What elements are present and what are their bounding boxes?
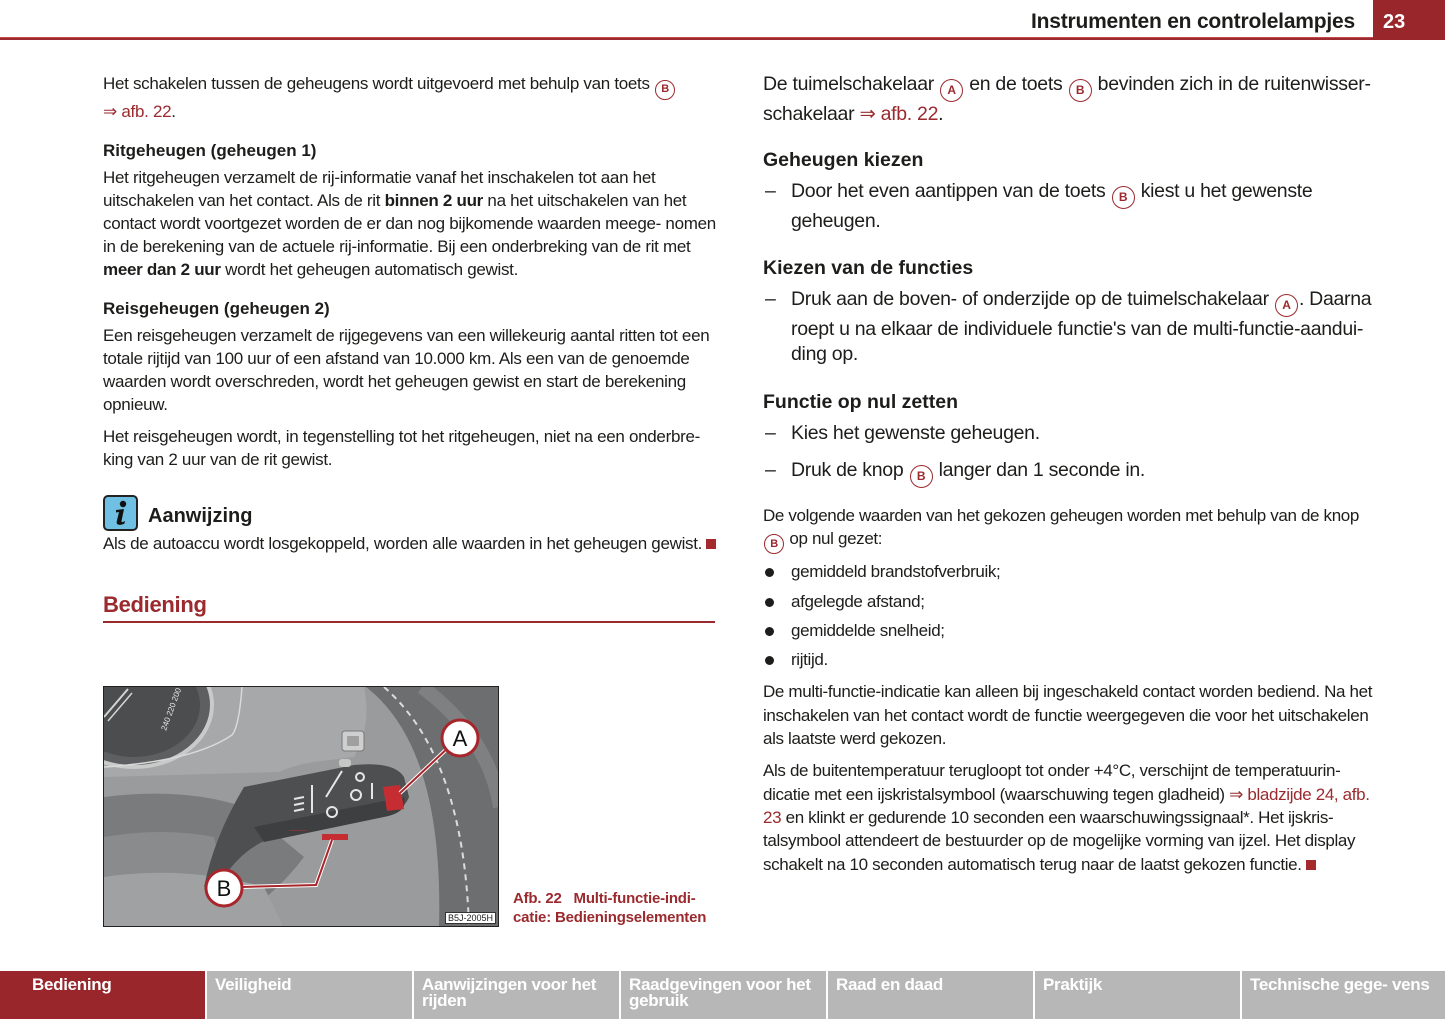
- right-intro-paragraph: De tuimelschakelaar A en de toets B bevinden zich in de ruitenwisser- schakelaar ⇒ afb. 22.: [763, 73, 1371, 125]
- reisgeheugen-heading: Reisgeheugen (geheugen 2): [103, 298, 330, 318]
- temperature-paragraph: Als de buitentemperatuur terugloopt tot onder +4°C, verschijnt de temperatuurin- dicatie met een ijskristalsymbool (waarschuwing tegen gladheid) ⇒ bladzijde 24, afb. 23 en klinkt er gedurende 10 seconden een waarschuwingssignaal*. Het ijskris- talsymbool attendeert de bestuurder op de mogelijke vorming van ijzel. Het display schakelt na 10 seconden automatisch terug naar de laatst gekozen functie.: [763, 761, 1370, 874]
- nav-tab-raad-en-daad[interactable]: Raad en daad: [828, 971, 1033, 1019]
- key-a-marker: A: [940, 79, 963, 102]
- reset-values-list: [763, 560, 1383, 671]
- figure-wiper-lever: [103, 686, 499, 927]
- note-title: Aanwijzing: [148, 505, 253, 527]
- bullet-icon: [765, 627, 774, 636]
- nav-tab-technische-gegevens[interactable]: Technische gege- vens: [1242, 971, 1445, 1019]
- end-of-section-marker: [706, 539, 716, 549]
- step-item: – Door het even aantippen van de toets B kiest u het gewenste geheugen.: [765, 180, 1313, 232]
- chapter-title: Instrumenten en controlelampjes: [1030, 10, 1355, 33]
- nav-tab-veiligheid[interactable]: Veiligheid: [207, 971, 412, 1019]
- key-b-marker: B: [1112, 186, 1135, 209]
- functie-nul-heading: Functie op nul zetten: [763, 390, 958, 413]
- key-b-marker: B: [655, 80, 675, 100]
- reset-values-intro: De volgende waarden van het gekozen geheugen worden met behulp van de knop B op nul gezet:: [763, 504, 1383, 555]
- page-number: 23: [1373, 0, 1445, 40]
- bullet-icon: [765, 656, 774, 665]
- figure-code: B5J-2005H: [445, 912, 496, 924]
- left-column: [103, 72, 718, 623]
- svg-text:240 220 200: 240 220 200: [159, 687, 184, 732]
- intro-paragraph: Het schakelen tussen de geheugens wordt uitgevoerd met behulp van toets B ⇒ afb. 22.: [103, 72, 718, 123]
- figure-caption: Afb. 22 Multi-functie-indi- catie: Bedieningselementen: [513, 890, 707, 926]
- list-item: gemiddelde snelheid;: [763, 619, 1383, 642]
- callout-b-label: B: [216, 876, 232, 901]
- svg-text:———: ———: [289, 828, 307, 834]
- multi-function-paragraph: De multi-functie-indicatie kan alleen bij ingeschakeld contact worden bediend. Na het inschakelen van het contact wordt de functie weergegeven die voor het uitschakelen als laatste werd gekozen.: [763, 682, 1373, 749]
- right-column: [763, 72, 1383, 876]
- step-item: – Kies het gewenste geheugen.: [765, 421, 1040, 444]
- nav-tab-raadgevingen[interactable]: Raadgevingen voor het gebruik: [621, 971, 826, 1019]
- key-b-marker: B: [764, 534, 784, 554]
- reisgeheugen-paragraph-1: Een reisgeheugen verzamelt de rijgegevens van een willekeurig aantal ritten tot een totale rijtijd van 100 uur of een afstand van 10.000 km. Als een van de genoemde waarden wordt overschreden, wordt het geheugen gewist en start de berekening opnieuw.: [103, 325, 710, 414]
- step-item: – Druk aan de boven- of onderzijde op de tuimelschakelaar A . Daarna roept u na elkaar de individuele functie's van de multi-functie-aandui- ding op.: [765, 288, 1372, 365]
- figure-link[interactable]: ⇒ afb. 22: [103, 101, 172, 121]
- key-b-marker: B: [910, 465, 933, 488]
- geheugen-kiezen-heading: Geheugen kiezen: [763, 149, 924, 171]
- bottom-chapter-nav: [0, 971, 1445, 1019]
- page-header: [0, 0, 1445, 42]
- end-of-section-marker: [1306, 860, 1316, 870]
- nav-tab-bediening[interactable]: Bediening: [0, 971, 205, 1019]
- ritgeheugen-paragraph: Het ritgeheugen verzamelt de rij-informatie vanaf het inschakelen tot aan het uitschakelen van het contact. Als de rit binnen 2 uur na het uitschakelen van het contact wordt voortgezet worden de er dan nog bijkomende waarden meege- nomen in de berekening van de actuele rij-informatie. Bij een onderbreking van de rit met meer dan 2 uur wordt het geheugen automatisch gewist.: [103, 167, 716, 279]
- wiper-lever-illustration: [104, 687, 499, 927]
- list-item: afgelegde afstand;: [763, 590, 1383, 613]
- reisgeheugen-paragraph-2: Het reisgeheugen wordt, in tegenstelling tot het ritgeheugen, niet na een onderbre- king van 2 uur van de rit gewist.: [103, 426, 700, 469]
- figure-link[interactable]: ⇒ afb. 22: [859, 102, 939, 125]
- nav-tab-praktijk[interactable]: Praktijk: [1035, 971, 1240, 1019]
- callout-a-label: A: [452, 726, 468, 751]
- step-item: – Druk de knop B langer dan 1 seconde in.: [763, 458, 1383, 488]
- header-rule: [0, 37, 1375, 40]
- info-icon: [103, 495, 138, 531]
- page-link[interactable]: ⇒ bladzijde 24, afb. 23: [763, 784, 1370, 827]
- note-header: [103, 495, 718, 531]
- section-title: Bediening: [103, 591, 207, 617]
- list-item: rijtijd.: [763, 648, 1383, 671]
- list-item: gemiddeld brandstofverbruik;: [763, 560, 1383, 583]
- key-a-marker: A: [1275, 294, 1298, 317]
- bullet-icon: [765, 568, 774, 577]
- bullet-icon: [765, 598, 774, 607]
- note-text: Als de autoaccu wordt losgekoppeld, worden alle waarden in het geheugen gewist.: [103, 532, 718, 555]
- key-b-marker: B: [1069, 79, 1092, 102]
- nav-tab-aanwijzingen[interactable]: Aanwijzingen voor het rijden: [414, 971, 619, 1019]
- section-rule: [103, 621, 715, 623]
- kiezen-functies-heading: Kiezen van de functies: [763, 257, 974, 279]
- ritgeheugen-heading: Ritgeheugen (geheugen 1): [103, 140, 317, 160]
